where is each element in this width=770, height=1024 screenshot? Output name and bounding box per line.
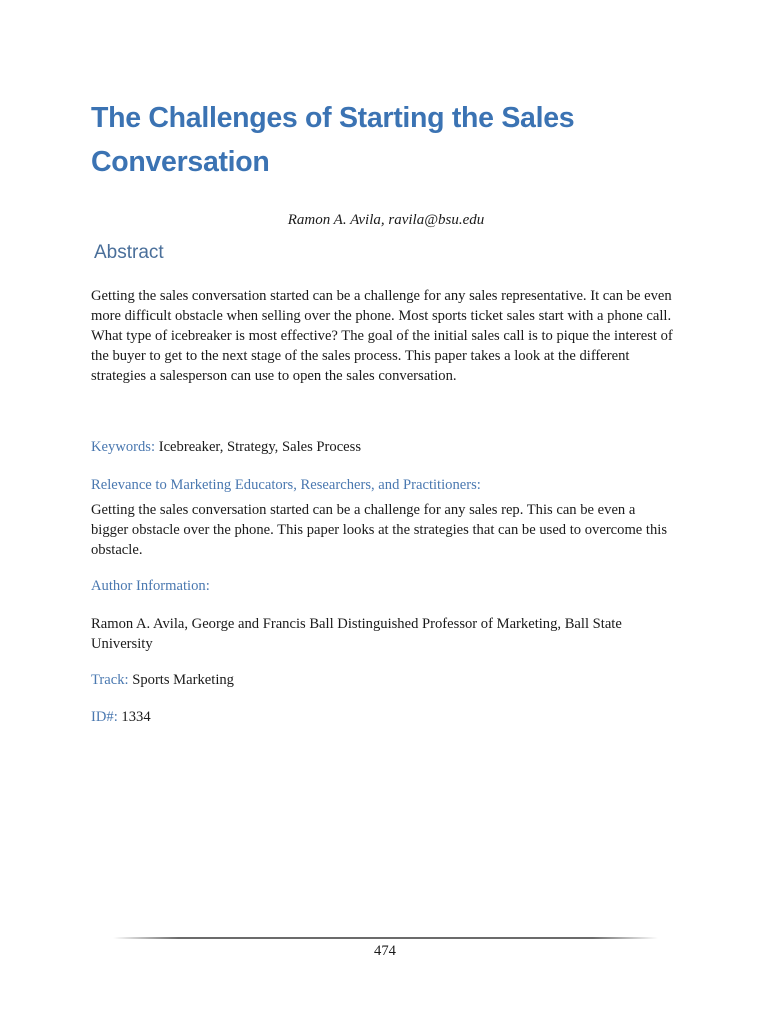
id-line (91, 707, 676, 727)
id-value: 1334 (121, 709, 151, 725)
keywords-colon: : (151, 439, 156, 455)
track-label: Track: (91, 672, 129, 688)
footer-divider (113, 937, 658, 939)
paper-title: The Challenges of Starting the Sales Conversation (91, 102, 575, 178)
author-name-email: Ramon A. Avila, ravila@bsu.edu (287, 212, 485, 228)
keywords-line (91, 437, 676, 457)
relevance-heading: Relevance to Marketing Educators, Researchers, and Practitioners: (91, 477, 481, 493)
abstract-heading: Abstract (94, 242, 164, 263)
author-info-text: Ramon A. Avila, George and Francis Ball Distinguished Professor of Marketing, Ball State University (91, 616, 622, 652)
abstract-text: Getting the sales conversation started can be a challenge for any sales representative. It can be even more difficult obstacle when selling over the phone. Most sports ticket sales start with a phone call. What type of icebreaker is most effective? The goal of the initial sales call is to pique the interest of the buyer to get to the next stage of the sales process. This paper takes a look at the different strategies a salesperson can use to open the sales conversation. (91, 288, 673, 384)
id-label: ID#: (91, 709, 118, 725)
relevance-text: Getting the sales conversation started can be a challenge for any sales rep. This can be even a bigger obstacle over the phone. This paper looks at the strategies that can be used to overcome this obstacle. (91, 502, 668, 558)
keywords-label: Keywords (91, 439, 151, 455)
page-number: 474 (374, 943, 396, 959)
author-info-heading: Author Information: (91, 578, 210, 594)
author-byline (0, 211, 770, 229)
keywords-value: Icebreaker, Strategy, Sales Process (158, 439, 362, 455)
track-value: Sports Marketing (132, 672, 234, 688)
track-line (91, 670, 676, 690)
